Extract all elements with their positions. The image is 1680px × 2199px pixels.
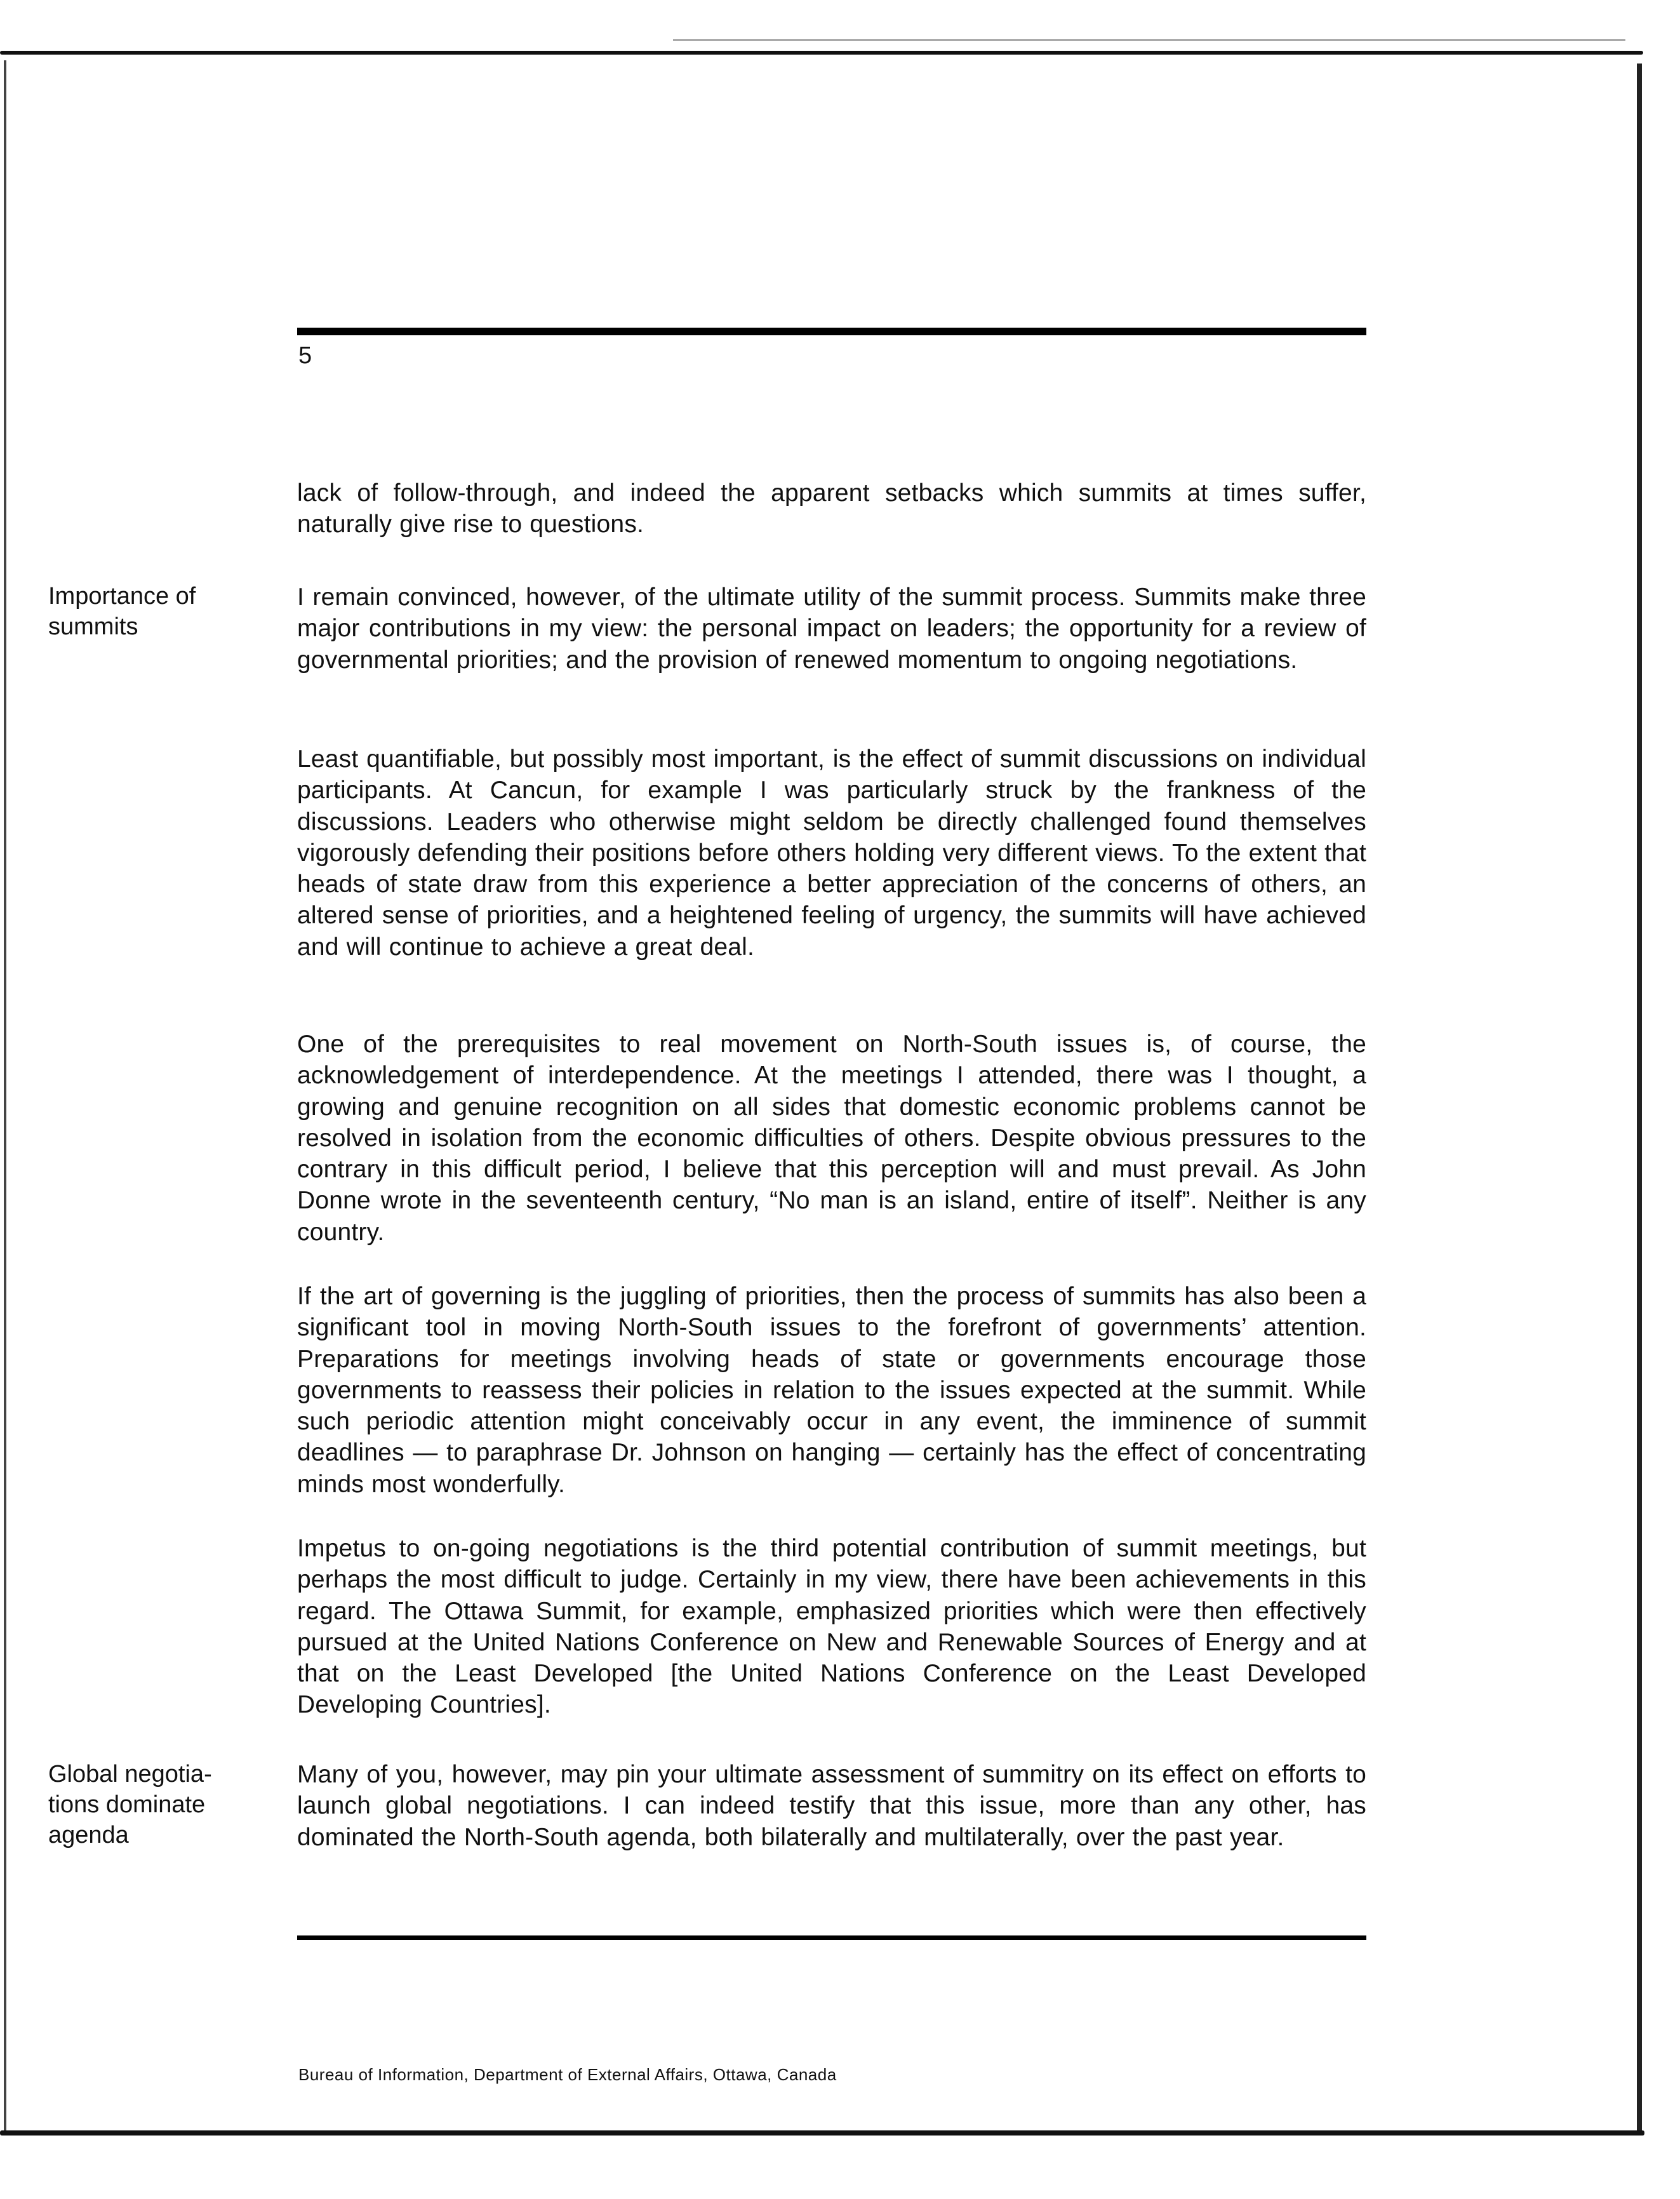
paragraph-summit-process: I remain convinced, however, of the ultimate utility of the summit process. Summits make three major contributions in my view: the personal impact on leaders; the opportunity for a review of governmental priorities; and the provision of renewed momentum to ongoing negotiations.: [297, 584, 1366, 674]
paragraph-follow-through: lack of follow-through, and indeed the apparent setbacks which summits at times suffer, naturally give rise to questions.: [297, 479, 1366, 538]
scan-frame-top: [0, 51, 1643, 55]
margin-note-importance-of-summits: Importance of summits: [48, 583, 196, 640]
scan-frame-right: [1637, 63, 1642, 2134]
paragraph-individual-participants: Least quantifiable, but possibly most important, is the effect of summit discussions on individual participants. At Cancun, for example I was particularly struck by the frankness of the discussions. Leaders who otherwise might seldom be directly challenged found themselves vigorously defending their positions before others holding very different views. To the extent that heads of state draw from this experience a better appreciation of the concerns of others, an altered sense of priorities, and a heightened feeling of urgency, the summits will have achieved and will continue to achieve a great deal.: [297, 745, 1366, 961]
margin-note-global-negotiations: Global negotia- tions dominate agenda: [48, 1761, 212, 1848]
paragraph-global-negotiations: Many of you, however, may pin your ultimate assessment of summitry on its effect on efforts to launch global negotiations. I can indeed testify that this issue, more than any other, has dominated the North-South agenda, both bilaterally and multilaterally, over the past year.: [297, 1761, 1366, 1851]
footer-publisher: Bureau of Information, Department of External Affairs, Ottawa, Canada: [298, 2065, 837, 2084]
scan-edge-line: [673, 39, 1625, 41]
paragraph-ongoing-negotiations: Impetus to on-going negotiations is the third potential contribution of summit meetings, but perhaps the most difficult to judge. Certainly in my view, there have been achievements in this regard. The Ottawa Summit, for example, emphasized priorities which were then effectively pursued at the United Nations Conference on New and Renewable Sources of Energy and at that on the Least Developed [the United Nations Conference on the Least Developed Developing Countries].: [297, 1535, 1366, 1719]
paragraph-interdependence: One of the prerequisites to real movement on North-South issues is, of course, the acknowledgement of interdependence. At the meetings I attended, there was I thought, a growing and genuine recognition on all sides that domestic economic problems cannot be resolved in isolation from the economic difficulties of others. Despite obvious pressures to the contrary in this difficult period, I believe that this perception will and must prevail. As John Donne wrote in the seventeenth century, “No man is an island, entire of itself”. Neither is any country.: [297, 1031, 1366, 1246]
page-number: 5: [298, 342, 312, 369]
footer-rule: [297, 1935, 1366, 1940]
header-rule: [297, 328, 1366, 335]
scan-frame-left: [4, 60, 6, 2130]
scan-frame-bottom: [0, 2130, 1644, 2136]
paragraph-governing-priorities: If the art of governing is the juggling of priorities, then the process of summits has also been a significant tool in moving North-South issues to the forefront of governments’ attention. Preparations for meetings involving heads of state or governments encourage those governments to reassess their policies in relation to the issues expected at the summit. While such periodic attention might conceivably occur in any event, the imminence of summit deadlines — to paraphrase Dr. Johnson on hanging — certainly has the effect of concentrating minds most wonderfully.: [297, 1283, 1366, 1498]
